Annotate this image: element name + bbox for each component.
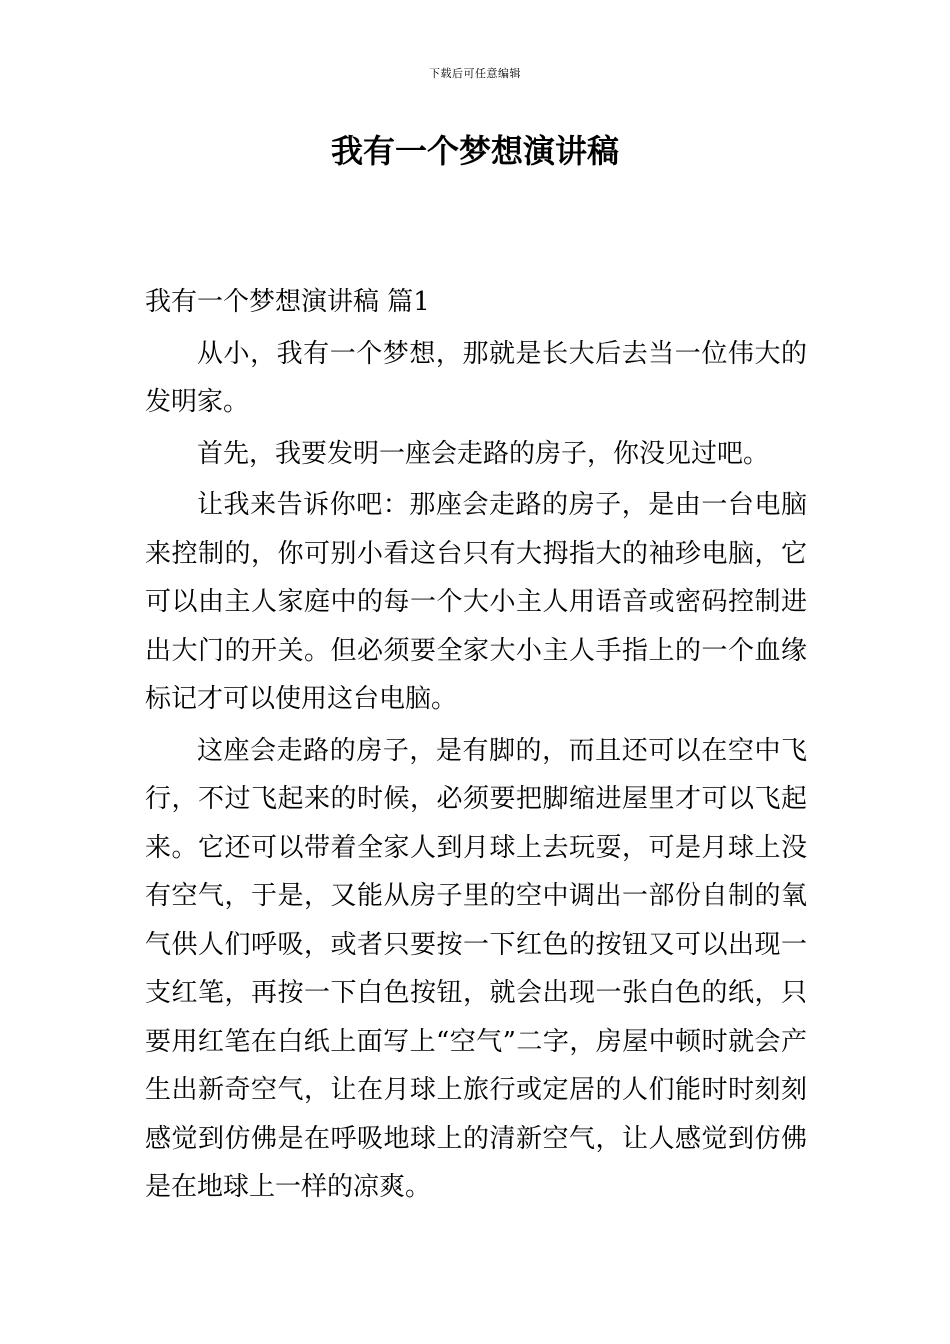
document-body: [145, 278, 807, 1215]
paragraph: 首先，我要发明一座会走路的房子，你没见过吧。: [197, 438, 770, 469]
header-note: 下载后可任意编辑: [429, 67, 521, 80]
paragraph: 让我来告诉你吧：那座会走路的房子，是由一台电脑来控制的，你可别小看这台只有大拇指大的袖珍电脑，它可以由主人家庭中的每一个大小主人用语音或密码控制进出大门的开关。但必须要全家大小主人手指上的一个血缘标记才可以使用这台电脑。: [145, 490, 807, 714]
paragraph: 从小，我有一个梦想，那就是长大后去当一位伟大的发明家。: [145, 338, 807, 417]
document-title: 我有一个梦想演讲稿: [330, 132, 619, 170]
section-heading: 我有一个梦想演讲稿 篇1: [145, 287, 430, 317]
paragraph: 这座会走路的房子，是有脚的，而且还可以在空中飞行，不过飞起来的时候，必须要把脚缩进屋里才可以飞起来。它还可以带着全家人到月球上去玩耍，可是月球上没有空气，于是，又能从房子里的空中调出一部份自制的氧气供人们呼吸，或者只要按一下红色的按钮又可以出现一支红笔，再按一下白色按钮，就会出现一张白色的纸，只要用红笔在白纸上面写上“空气”二字，房屋中顿时就会产生出新奇空气，让在月球上旅行或定居的人们能时时刻刻感觉到仿佛是在呼吸地球上的清新空气，让人感觉到仿佛是在地球上一样的凉爽。: [145, 735, 807, 1202]
